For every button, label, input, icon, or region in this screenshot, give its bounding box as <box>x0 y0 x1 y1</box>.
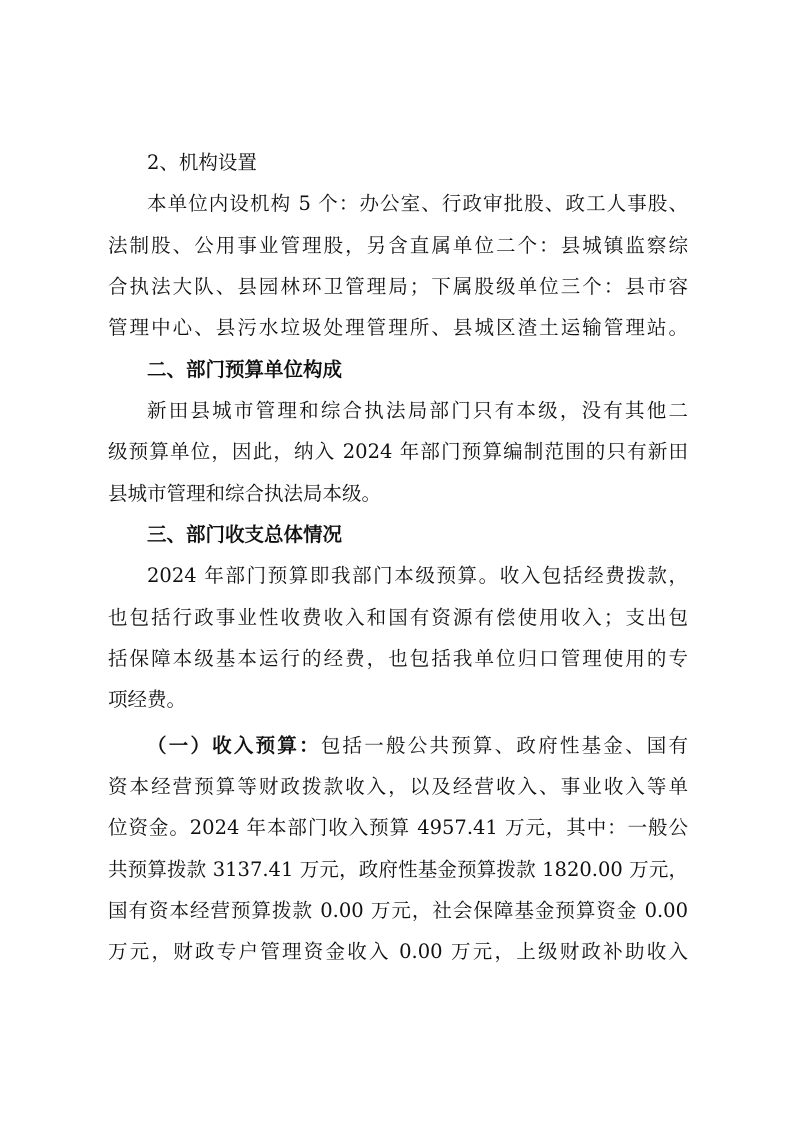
section-title-org: 2、机构设置 <box>147 151 257 174</box>
income-first-line <box>147 733 688 759</box>
paragraph-line: 合执法大队、县园林环卫管理局；下属股级单位三个：县市容 <box>108 275 688 298</box>
paragraph-line: 法制股、公用事业管理股，另含直属单位二个：县城镇监察综 <box>108 234 688 257</box>
paragraph-line: 管理中心、县污水垃圾处理管理所、县城区渣土运输管理站。 <box>108 316 688 339</box>
paragraph-line: 本单位内设机构 5 个：办公室、行政审批股、政工人事股、 <box>147 192 688 215</box>
paragraph-line: 级预算单位，因此，纳入 2024 年部门预算编制范围的只有新田 <box>108 440 688 463</box>
paragraph-line: 县城市管理和综合执法局本级。 <box>108 482 382 505</box>
section-heading-two: 二、部门预算单位构成 <box>147 358 343 381</box>
income-first-line-text: 包括一般公共预算、政府性基金、国有 <box>320 734 688 757</box>
income-label: （一）收入预算： <box>147 734 321 757</box>
paragraph-line: 位资金。2024 年本部门收入预算 4957.41 万元，其中：一般公 <box>108 816 688 839</box>
paragraph-line: 资本经营预算等财政拨款收入，以及经营收入、事业收入等单 <box>108 775 688 798</box>
paragraph-line: 万元，财政专户管理资金收入 0.00 万元，上级财政补助收入 <box>108 940 688 963</box>
paragraph-line: 也包括行政事业性收费收入和国有资源有偿使用收入；支出包 <box>108 606 688 629</box>
paragraph-line: 项经费。 <box>108 688 187 711</box>
paragraph-line: 2024 年部门预算即我部门本级预算。收入包括经费拨款， <box>147 564 688 587</box>
paragraph-line: 国有资本经营预算拨款 0.00 万元，社会保障基金预算资金 0.00 <box>108 899 688 922</box>
paragraph-line: 共预算拨款 3137.41 万元，政府性基金预算拨款 1820.00 万元， <box>108 858 688 881</box>
paragraph-line: 新田县城市管理和综合执法局部门只有本级，没有其他二 <box>147 399 688 422</box>
section-heading-three: 三、部门收支总体情况 <box>147 523 343 546</box>
paragraph-line: 括保障本级基本运行的经费，也包括我单位归口管理使用的专 <box>108 647 688 670</box>
